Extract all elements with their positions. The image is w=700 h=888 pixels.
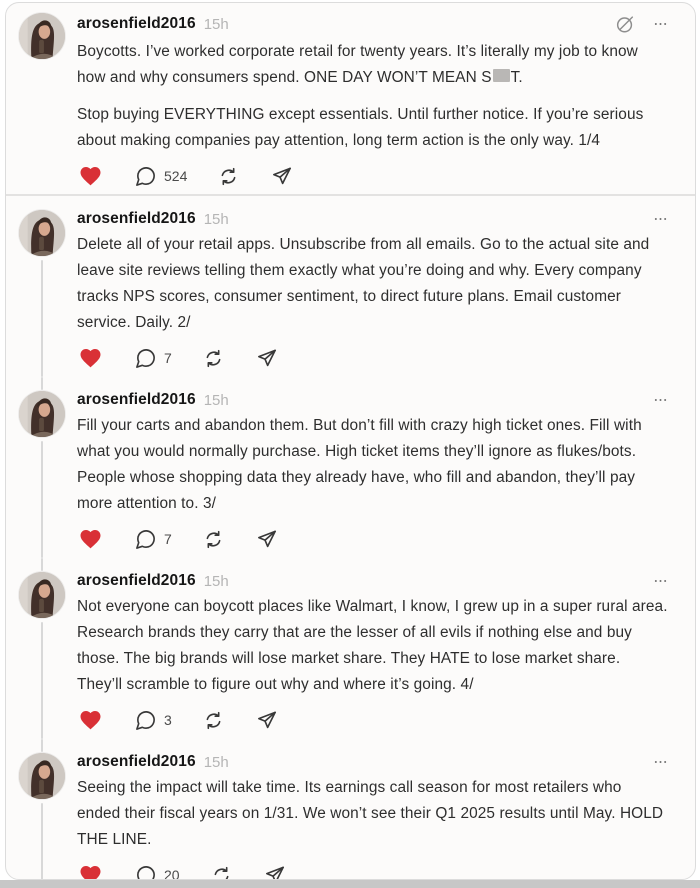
repost-cycle-icon: [202, 709, 225, 732]
share-button[interactable]: [255, 528, 278, 551]
censored-word-block: [493, 69, 510, 82]
heart-icon: [77, 708, 104, 732]
share-paper-plane-icon: [263, 864, 286, 881]
reply-count: 7: [164, 531, 172, 547]
repost-button[interactable]: [202, 528, 225, 551]
repost-cycle-icon: [202, 528, 225, 551]
repost-button[interactable]: [202, 347, 225, 370]
repost-button[interactable]: [202, 709, 225, 732]
repost-cycle-icon: [202, 347, 225, 370]
heart-icon: [77, 863, 104, 880]
avatar[interactable]: [19, 391, 65, 437]
heart-icon: [77, 527, 104, 551]
thread-connector-line: [41, 441, 43, 558]
more-options-dots-icon: [652, 392, 669, 408]
more-options-dots-icon: [652, 573, 669, 589]
post-4: [6, 558, 695, 739]
action-bar: [77, 526, 669, 552]
reply-count: 3: [164, 712, 172, 728]
reply-count: 524: [164, 168, 188, 184]
reply-button[interactable]: [134, 347, 172, 370]
more-options-button[interactable]: [652, 211, 669, 227]
repost-button[interactable]: [210, 864, 233, 881]
post-1: [6, 3, 695, 194]
reply-bubble-icon: [134, 864, 157, 881]
repost-button[interactable]: [217, 165, 240, 188]
reply-bubble-icon: [134, 165, 157, 188]
profile-photo: [19, 210, 65, 256]
reply-button[interactable]: [134, 165, 187, 188]
reply-button[interactable]: [134, 709, 172, 732]
reply-bubble-icon: [134, 528, 157, 551]
share-paper-plane-icon: [270, 165, 293, 188]
repost-cycle-icon: [210, 864, 233, 881]
share-button[interactable]: [270, 165, 293, 188]
profile-photo: [19, 572, 65, 618]
thread-connector-line: [41, 260, 43, 377]
post-text: Boycotts. I’ve worked corporate retail for twenty years. It’s literally my job to know how and why consumers spend. ONE DAY WON’T MEAN S T.: [77, 43, 638, 86]
heart-icon: [77, 346, 104, 370]
post-gutter: [19, 13, 65, 189]
post-5: [6, 739, 695, 880]
username[interactable]: arosenfield2016: [77, 572, 196, 589]
share-button[interactable]: [263, 864, 286, 881]
avatar[interactable]: [19, 753, 65, 799]
like-button[interactable]: [77, 164, 104, 188]
username[interactable]: arosenfield2016: [77, 391, 196, 408]
action-bar: [77, 345, 669, 371]
circle-slash-icon: [614, 13, 636, 35]
timestamp: 15h: [203, 572, 229, 590]
like-button[interactable]: [77, 863, 104, 880]
avatar[interactable]: [19, 210, 65, 256]
repost-cycle-icon: [217, 165, 240, 188]
more-options-dots-icon: [652, 754, 669, 770]
post-2: [6, 196, 695, 377]
reply-count: 7: [164, 350, 172, 366]
thread-feed-card: [5, 2, 696, 880]
post-text: Seeing the impact will take time. Its earnings call season for most retailers who ended their fiscal years on 1/31. We won’t see their Q1 2025 results until May. HOLD THE LINE.: [77, 779, 664, 848]
share-paper-plane-icon: [255, 528, 278, 551]
username[interactable]: arosenfield2016: [77, 753, 196, 770]
action-bar: [77, 862, 669, 880]
thread-connector-line: [41, 803, 43, 880]
avatar[interactable]: [19, 572, 65, 618]
thread-connector-line: [41, 739, 43, 752]
share-paper-plane-icon: [255, 347, 278, 370]
more-options-button[interactable]: [652, 754, 669, 770]
action-bar: [77, 163, 669, 189]
circle-slash-icon-wrap: [614, 13, 636, 35]
more-options-dots-icon: [652, 16, 669, 32]
action-bar: [77, 707, 669, 733]
post-text: Stop buying EVERYTHING except essentials. Until further notice. If you’re serious about making companies pay attention, long term action is the only way. 1/4: [77, 106, 644, 149]
thread-connector-line: [41, 558, 43, 571]
reply-bubble-icon: [134, 347, 157, 370]
more-options-button[interactable]: [652, 16, 669, 32]
post-text: Delete all of your retail apps. Unsubscribe from all emails. Go to the actual site and leave site reviews telling them exactly what you’re doing and why. Every company tracks NPS scores, consumer sentiment, to direct future plans. Email customer service. Daily. 2/: [77, 236, 650, 331]
username[interactable]: arosenfield2016: [77, 210, 196, 227]
reply-button[interactable]: [134, 864, 180, 881]
more-options-dots-icon: [652, 211, 669, 227]
more-options-button[interactable]: [652, 573, 669, 589]
heart-icon: [77, 164, 104, 188]
reply-count: 20: [164, 867, 180, 880]
profile-photo: [19, 753, 65, 799]
timestamp: 15h: [203, 15, 229, 33]
timestamp: 15h: [203, 391, 229, 409]
profile-photo: [19, 13, 65, 59]
share-button[interactable]: [255, 347, 278, 370]
avatar[interactable]: [19, 13, 65, 59]
like-button[interactable]: [77, 527, 104, 551]
share-button[interactable]: [255, 709, 278, 732]
screenshot-bottom-edge: [0, 880, 700, 888]
like-button[interactable]: [77, 346, 104, 370]
post-3: [6, 377, 695, 558]
post-text: Not everyone can boycott places like Walmart, I know, I grew up in a super rural area. Research brands they carry that are the lesser of all evils if nothing else and buy those. The big brands will lose market share. They HATE to lose market share. They’ll scramble to figure out why and where it’s going. 4/: [77, 598, 668, 693]
like-button[interactable]: [77, 708, 104, 732]
more-options-button[interactable]: [652, 392, 669, 408]
profile-photo: [19, 391, 65, 437]
thread-connector-line: [41, 377, 43, 390]
reply-bubble-icon: [134, 709, 157, 732]
thread-connector-line: [41, 622, 43, 739]
share-paper-plane-icon: [255, 709, 278, 732]
timestamp: 15h: [203, 753, 229, 771]
reply-button[interactable]: [134, 528, 172, 551]
post-text: Fill your carts and abandon them. But don’t fill with crazy high ticket ones. Fill with what you would normally purchase. High ticket items they’ll ignore as flukes/bots. People whose shopping data they already have, who fill and abandon, they’ll pay more attention to. 3/: [77, 417, 642, 512]
username[interactable]: arosenfield2016: [77, 15, 196, 32]
timestamp: 15h: [203, 210, 229, 228]
